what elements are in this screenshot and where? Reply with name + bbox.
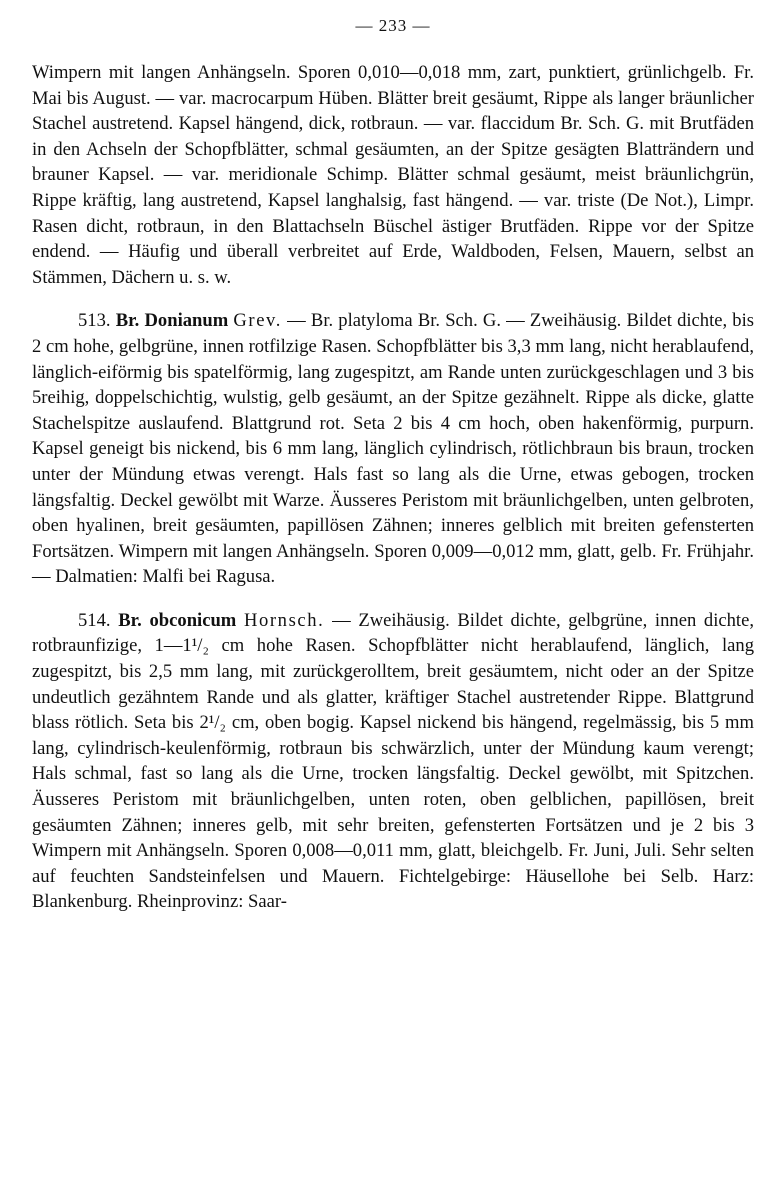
genus-abbrev: Br. (118, 609, 142, 631)
genus-abbrev: Br. (115, 310, 140, 332)
page (32, 14, 754, 915)
species-name: Donianum (144, 310, 229, 332)
author-name: Hornsch. (243, 609, 325, 631)
paragraph-continuation: Wimpern mit langen Anhängseln. Sporen 0,010—0,018 mm, zart, punktiert, grünlichgelb. Fr. Mai bis August. — var. macrocarpum Hüben. Blätter breit gesäumt, Rippe als langer bräunlicher Stachel austretend. Kapsel hängend, dick, rotbraun. — var. flaccidum Br. Sch. G. mit Brutfäden in den Achseln der Schopfblätter, schmal gesäumten, an der Spitze gesägten Blatträndern und brauner Kapsel. — var. meridionale Schimp. Blätter schmal gesäumt, meist bräunlichgrün, Rippe kräftig, lang austretend, Kapsel langhalsig, fast hängend. — var. triste (De Not.), Limpr. Rasen dicht, rotbraun, in den Blattachseln Büschel ästiger Brutfäden. Rippe vor der Spitze endend. — Häufig und überall verbreitet auf Erde, Waldboden, Felsen, Mauern, selbst an Stämmen, Dächern u. s. w. (32, 62, 754, 288)
entry-number: 514. (78, 609, 111, 631)
entry-text: — Br. platyloma Br. Sch. G. — Zweihäusig. Bildet dichte, bis 2 cm hohe, gelbgrüne, innen rotfilzige Rasen. Schopfblätter bis 3,3 mm lang, nicht herablaufend, länglich-eiförmig bis spatelförmig, lang zugespitzt, am Rande unten zurückgeschlagen und 3 bis 5reihig, doppelschichtig, wulstig, gelb gesäumt, an der Spitze gezähnelt. Rippe als dicke, glatte Stachelspitze auslaufend. Blattgrund rot. Seta 2 bis 4 cm hoch, oben hakenförmig, purpurn. Kapsel geneigt bis nickend, bis 6 mm lang, länglich cylindrisch, rötlichbraun bis braun, trocken unter der Mündung etwas verengt. Hals fast so lang als die Urne, etwas gebogen, trocken längsfaltig. Deckel gewölbt mit Warze. Äusseres Peristom mit bräunlichgelben, unten gelbroten, oben hyalinen, breit gesäumten, papillösen Zähnen; inneres gelblich mit breiten gefensterten Fortsätzen. Wimpern mit langen Anhängseln. Sporen 0,009—0,012 mm, glatt, gelb. Fr. Frühjahr. — Dalmatien: Malfi bei Ragusa. (32, 310, 755, 588)
entry-number: 513. (78, 310, 111, 332)
author-name: Grev. (233, 310, 282, 332)
entry-514 (32, 608, 754, 915)
entry-513 (32, 308, 754, 590)
species-name: obconicum (149, 609, 237, 631)
entry-text: — Zweihäusig. Bildet dichte, gelbgrüne, innen dichte, rotbraunfizige, 1—1¹/₂ cm hohe Rasen. Schopfblätter nicht herablaufend, länglich, lang zugespitzt, bis 2,5 mm lang, mit zurückgerolltem, breit gesäumtem, nicht oder an der Spitze undeutlich gezähntem Rande und als glatter, kräftiger Stachel austretender Rippe. Blattgrund blass rötlich. Seta bis 2¹/₂ cm, oben bogig. Kapsel nickend bis hängend, regelmässig, bis 5 mm lang, cylindrisch-keulenförmig, rotbraun bis schwärzlich, unter der Mündung kaum verengt; Hals schmal, fast so lang als die Urne, trocken längsfaltig. Deckel gewölbt, mit Spitzchen. Äusseres Peristom mit bräunlichgelben, unten roten, oben gelblichen, papillösen, breit gesäumten Zähnen; inneres gelb, mit sehr breiten, gefensterten Fortsätzen und je 2 bis 3 Wimpern mit Anhängseln. Sporen 0,008—0,011 mm, glatt, bleichgelb. Fr. Juni, Juli. Sehr selten auf feuchten Sandsteinfelsen und Mauern. Fichtelgebirge: Häusellohe bei Selb. Harz: Blankenburg. Rheinprovinz: Saar- (32, 609, 754, 913)
page-number: — 233 — (355, 16, 431, 35)
